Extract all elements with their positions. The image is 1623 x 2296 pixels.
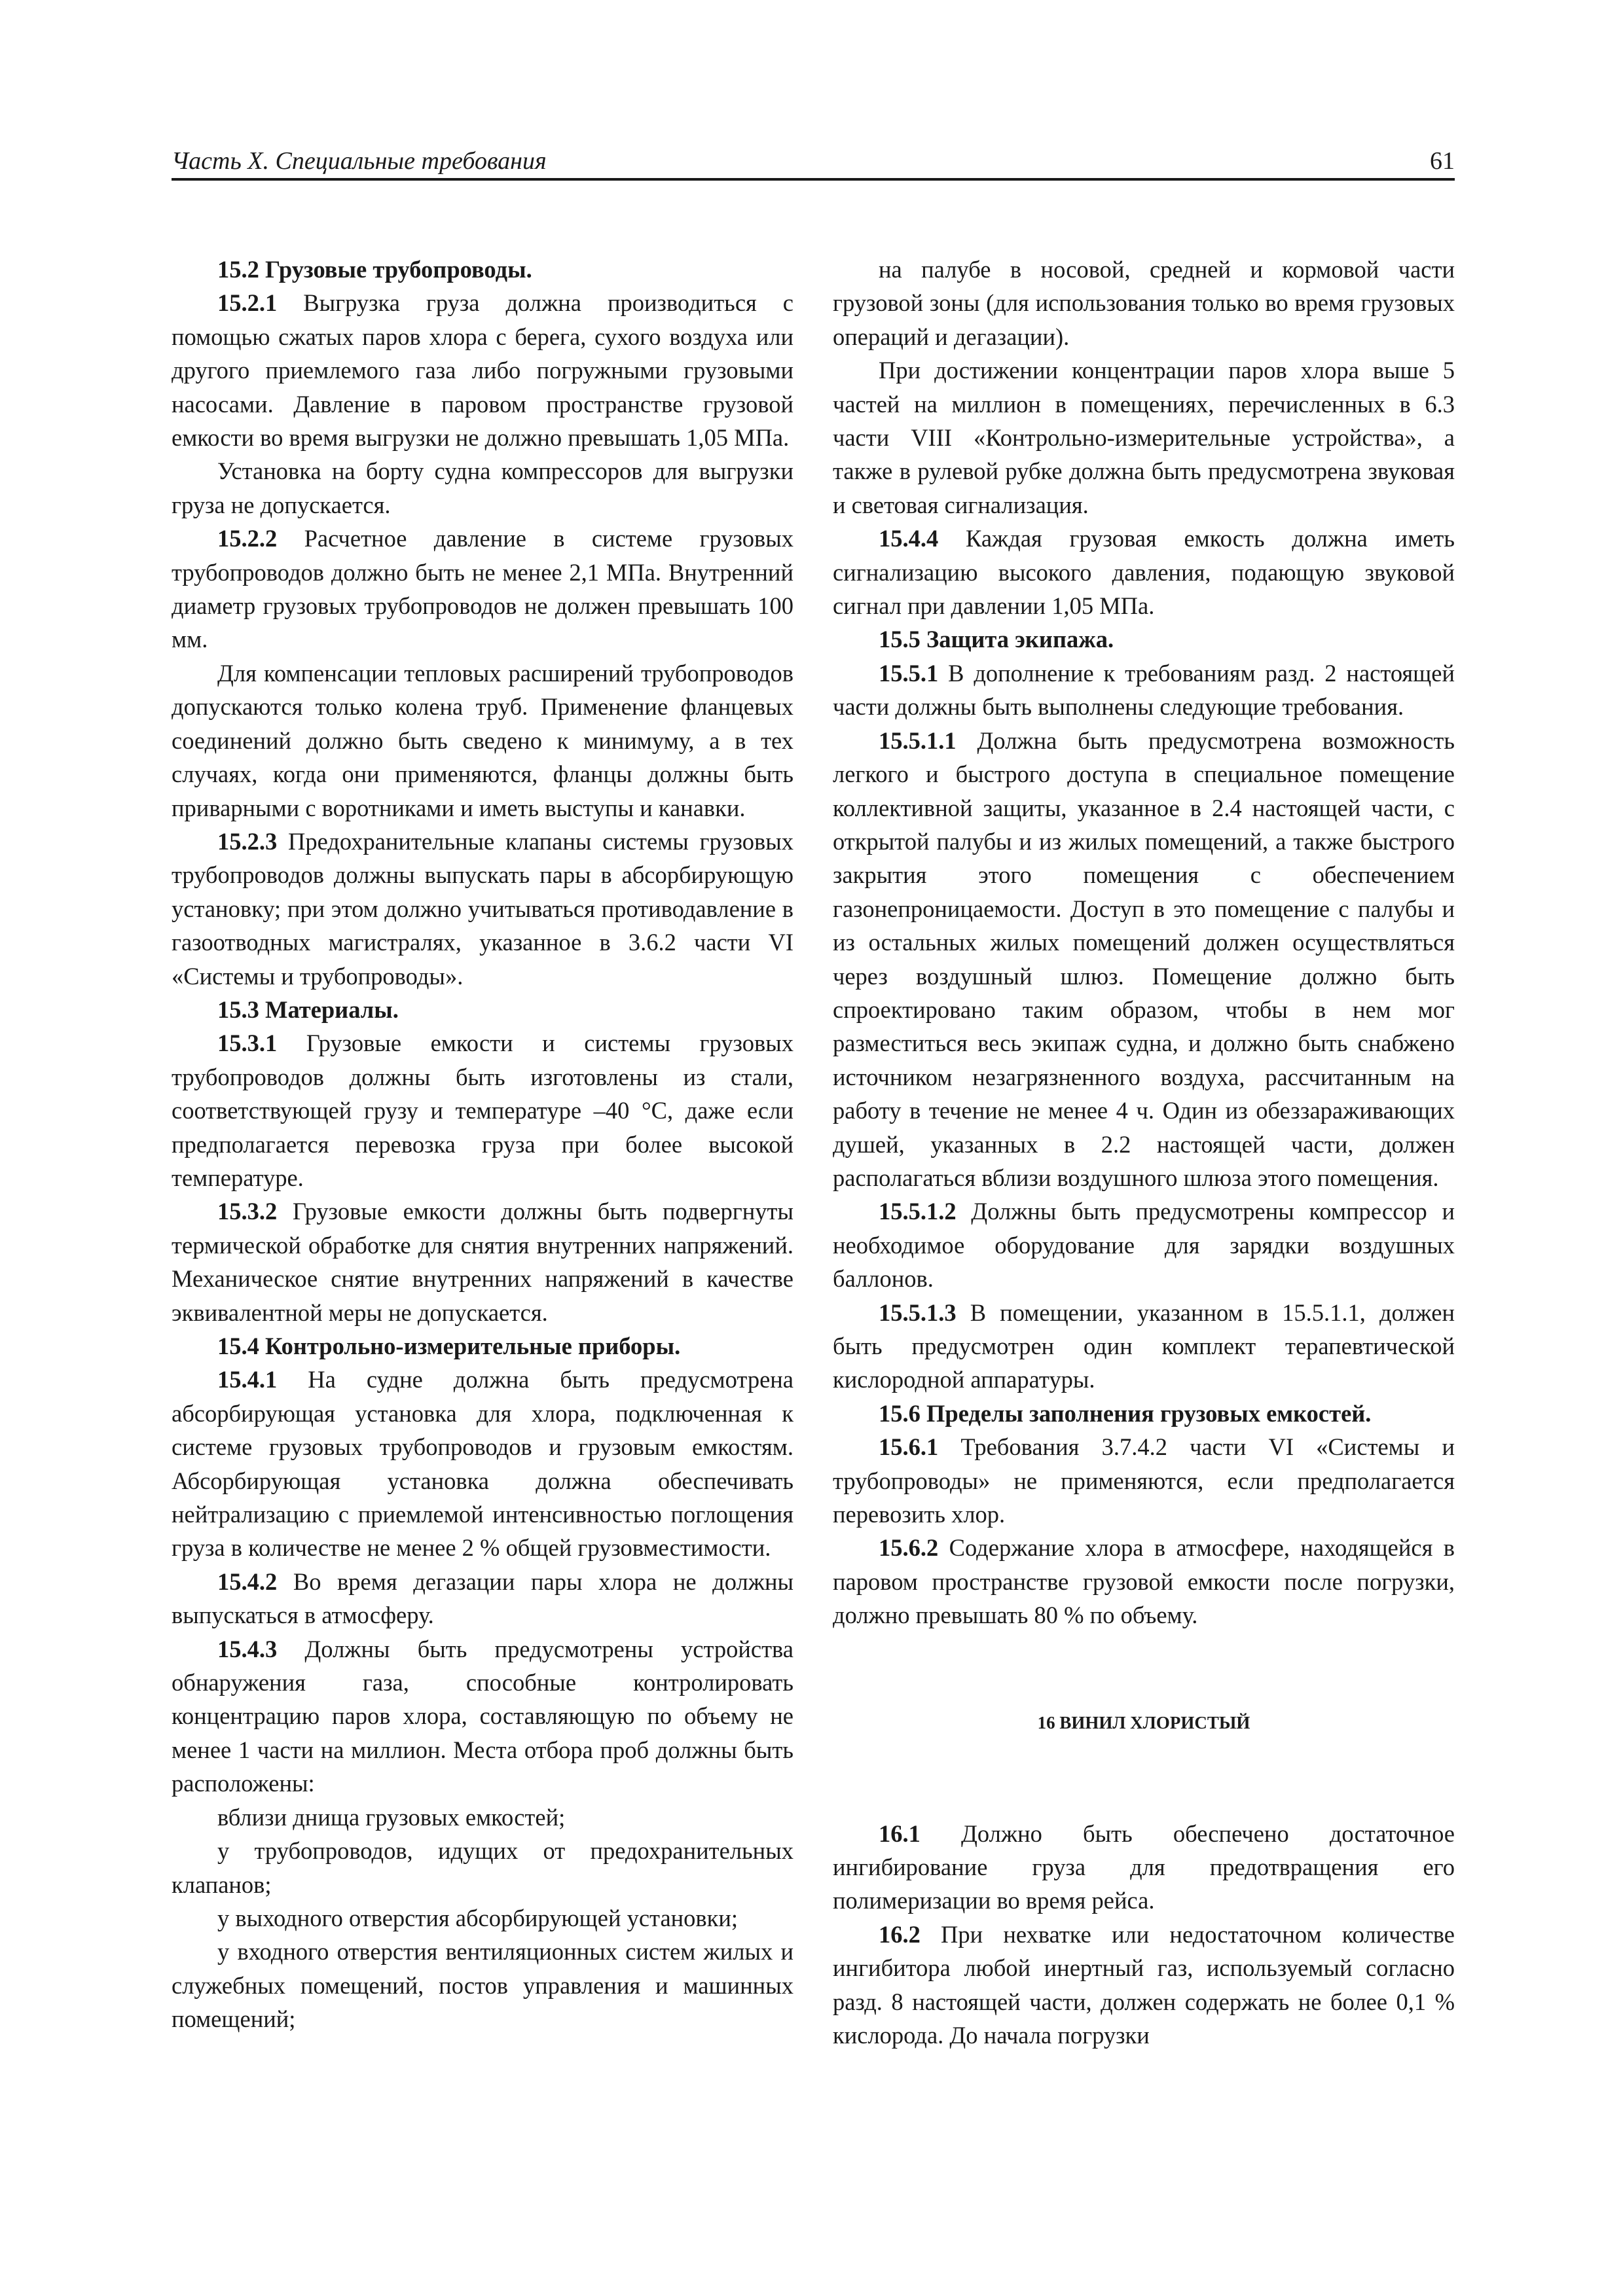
paragraph-16-1 (833, 1817, 1455, 1918)
clause-number: 15.3.1 (217, 1030, 278, 1057)
paragraph-15-5-1 (833, 656, 1455, 724)
clause-number: 15.6.2 (879, 1534, 939, 1562)
clause-text: Грузовые емкости и системы грузовых трубопроводов должны быть изготовлены из стали, соответствующей грузу и температуре –40 °С, даже если предполагается перевозка груза при более высокой температуре. (172, 1030, 793, 1191)
paragraph-15-4-3 (172, 1632, 793, 1801)
clause-text: В помещении, указанном в 15.5.1.1, должен быть предусмотрен один комплект терапевтической кислородной аппаратуры. (833, 1299, 1455, 1393)
paragraph-15-2-3 (172, 825, 793, 993)
list-item: у входного отверстия вентиляционных систем жилых и служебных помещений, постов управления и машинных помещений; (172, 1938, 793, 2033)
clause-number: 16.2 (879, 1920, 921, 1948)
running-title: Часть X. Специальные требования (172, 147, 547, 175)
paragraph: Для компенсации тепловых расширений трубопроводов допускаются только колена труб. Применение фланцевых соединений должно быть сведено к минимуму, а в тех случаях, когда они применяются, фланцы должны быть приварными с воротниками и иметь выступы и канавки. (172, 659, 793, 821)
clause-number: 15.4.2 (217, 1568, 278, 1595)
paragraph-15-2-1 (172, 286, 793, 454)
paragraph-15-4-2 (172, 1565, 793, 1632)
clause-number: 15.5.1.1 (879, 726, 957, 754)
clause-text: Выгрузка груза должна производиться с помощью сжатых паров хлора с берега, сухого воздуха или другого приемлемого газа либо погружными грузовыми насосами. Давление в паровом пространстве грузовой емкости во время выгрузки не должно превышать 1,05 МПа. (172, 289, 793, 452)
heading-15-3: 15.3 Материалы. (217, 996, 399, 1023)
heading-15-4: 15.4 Контрольно-измерительные приборы. (217, 1333, 681, 1359)
paragraph-15-5-1-3 (833, 1296, 1455, 1397)
clause-text: Требования 3.7.4.2 части VI «Системы и трубопроводы» не применяются, если предполагается перевозить хлор. (833, 1433, 1455, 1528)
clause-number: 15.3.2 (217, 1198, 278, 1225)
clause-text: Содержание хлора в атмосфере, находящейся в паровом пространстве грузовой емкости после погрузки, должно превышать 80 % по объему. (833, 1534, 1455, 1629)
paragraph-15-3-1 (172, 1026, 793, 1194)
page-number: 61 (1430, 147, 1455, 175)
clause-number: 15.4.3 (217, 1635, 278, 1662)
paragraph-15-5-1-1 (833, 724, 1455, 1195)
running-header (172, 144, 1455, 178)
clause-number: 15.5.1.3 (879, 1299, 957, 1326)
heading-15-2: 15.2 Грузовые трубопроводы. (217, 256, 532, 283)
clause-text: На судне должна быть предусмотрена абсорбирующая установка для хлора, подключенная к системе грузовых трубопроводов и грузовым емкостям. Абсорбирующая установка должна обеспечивать нейтрализацию с приемлемой интенсивностью поглощения груза в количестве не менее 2 % общей грузовместимости. (172, 1366, 793, 1562)
clause-text: Во время дегазации пары хлора не должны выпускаться в атмосферу. (172, 1568, 793, 1629)
clause-text: Предохранительные клапаны системы грузовых трубопроводов должны выпускать пары в абсорбирующую установку; при этом должно учитываться противодавление в газоотводных магистралях, указанное в 3.6.2 части VI «Системы и трубопроводы». (172, 827, 793, 990)
clause-number: 15.4.1 (217, 1366, 278, 1393)
clause-number: 15.4.4 (879, 525, 939, 552)
clause-number: 16.1 (879, 1820, 921, 1847)
clause-number: 15.6.1 (879, 1433, 939, 1461)
clause-text: Расчетное давление в системе грузовых трубопроводов должно быть не менее 2,1 МПа. Внутренний диаметр грузовых трубопроводов не должен превышать 100 мм. (172, 525, 793, 653)
paragraph-15-3-2 (172, 1194, 793, 1329)
list-item: на палубе в носовой, средней и кормовой части грузовой зоны (для использования только во время грузовых операций и дегазации). (833, 256, 1455, 350)
clause-text: При нехватке или недостаточном количестве ингибитора любой инертный газ, используемый согласно разд. 8 настоящей части, должен содержать не более 0,1 % кислорода. До начала погрузки (833, 1920, 1455, 2049)
section-title-16: 16 ВИНИЛ ХЛОРИСТЫЙ (1037, 1712, 1250, 1732)
paragraph-15-4-4 (833, 522, 1455, 622)
paragraph-15-5-1-2 (833, 1194, 1455, 1295)
list-item: у выходного отверстия абсорбирующей установки; (217, 1904, 739, 1931)
paragraph-15-6-2 (833, 1531, 1455, 1632)
clause-text: Должно быть обеспечено достаточное ингибирование груза для предотвращения его полимеризации во время рейса. (833, 1820, 1455, 1914)
paragraph-15-6-1 (833, 1430, 1455, 1531)
clause-text: Должны быть предусмотрены компрессор и необходимое оборудование для зарядки воздушных баллонов. (833, 1198, 1455, 1293)
header-rule (172, 178, 1455, 181)
clause-number: 15.5.1.2 (879, 1198, 957, 1225)
paragraph-15-4-1 (172, 1363, 793, 1564)
clause-number: 15.5.1 (879, 659, 939, 687)
clause-number: 15.2.3 (217, 827, 278, 855)
right-column (833, 253, 1455, 2053)
paragraph: При достижении концентрации паров хлора выше 5 частей на миллион в помещениях, перечисленных в 6.3 части VIII «Контрольно-измерительные устройства», а также в рулевой рубке должна быть предусмотрена звуковая и световая сигнализация. (833, 357, 1455, 518)
list-item: у трубопроводов, идущих от предохранительных клапанов; (172, 1837, 793, 1898)
clause-text: Каждая грузовая емкость должна иметь сигнализацию высокого давления, подающую звуковой сигнал при давлении 1,05 МПа. (833, 525, 1455, 620)
clause-text: В дополнение к требованиям разд. 2 настоящей части должны быть выполнены следующие требования. (833, 659, 1455, 721)
clause-text: Должна быть предусмотрена возможность легкого и быстрого доступа в специальное помещение коллективной защиты, указанное в 2.4 настоящей части, с открытой палубы и из жилых помещений, а также быстрого закрытия этого помещения с обеспечением газонепроницаемости. Доступ в это помещение с палубы и из остальных жилых помещений должен осуществляться через воздушный шлюз. Помещение должно быть спроектировано таким образом, чтобы в нем мог разместиться весь экипаж судна, и должно быть снабжено источником незагрязненного воздуха, рассчитанным на работу в течение не менее 4 ч. Один из обеззараживающих душей, указанных в 2.2 настоящей части, должен располагаться вблизи воздушного шлюза этого помещения. (833, 726, 1455, 1191)
clause-text: Должны быть предусмотрены устройства обнаружения газа, способные контролировать концентрацию паров хлора, составляющую по объему не менее 1 части на миллион. Места отбора проб должны быть расположены: (172, 1635, 793, 1797)
list-item: вблизи днища грузовых емкостей; (217, 1803, 566, 1831)
left-column (172, 253, 793, 2036)
paragraph-16-2 (833, 1918, 1455, 2053)
heading-15-6: 15.6 Пределы заполнения грузовых емкостей. (879, 1399, 1372, 1427)
clause-number: 15.2.1 (217, 289, 278, 317)
clause-text: Грузовые емкости должны быть подвергнуты термической обработке для снятия внутренних напряжений. Механическое снятие внутренних напряжений в качестве эквивалентной меры не допускается. (172, 1198, 793, 1326)
clause-number: 15.2.2 (217, 525, 278, 552)
heading-15-5: 15.5 Защита экипажа. (879, 626, 1114, 653)
paragraph: Установка на борту судна компрессоров для выгрузки груза не допускается. (172, 457, 793, 518)
paragraph-15-2-2 (172, 522, 793, 656)
